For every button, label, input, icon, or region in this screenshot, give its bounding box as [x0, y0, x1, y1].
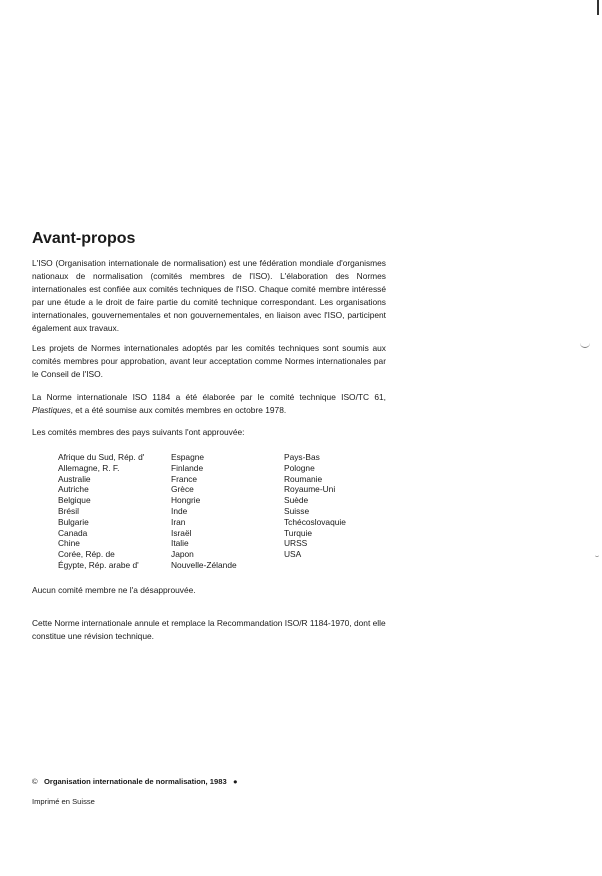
country: Australie: [58, 473, 91, 484]
country-column-2: [171, 452, 237, 571]
country: Pays-Bas: [284, 452, 320, 462]
country: Royaume-Uni: [284, 484, 336, 495]
country: Espagne: [171, 452, 205, 462]
paragraph-intro: L'ISO (Organisation internationale de normalisation) est une fédération mondiale d'organismes nationaux de normalisation (comités membres de l'ISO). L'élaboration des Normes internationales est confiée aux comités techniques de l'ISO. Chaque comité membre intéressé par une étude a le droit de faire partie du comité technique correspondant. Les organisations internationales, gouvernementales et non gouvernementales, en liaison avec l'ISO, participent également aux travaux.: [32, 258, 386, 333]
paragraph-approved: Les comités membres des pays suivants l'ont approuvée:: [32, 427, 245, 437]
page-title: Avant-propos: [32, 230, 136, 247]
country: Canada: [58, 527, 88, 538]
text: La Norme internationale ISO 1184 a été élaborée par le comité technique ISO/TC 61,: [32, 392, 386, 402]
text: , et a été soumise aux comités membres en octobre 1978.: [70, 405, 287, 415]
country: Finlande: [171, 462, 204, 473]
copyright-icon: ©: [32, 777, 38, 786]
country: Allemagne, R. F.: [58, 462, 120, 473]
country: Nouvelle-Zélande: [171, 559, 237, 570]
country: Bulgarie: [58, 516, 89, 527]
country: Corée, Rép. de: [58, 549, 115, 560]
paragraph-replaces: Cette Norme internationale annule et remplace la Recommandation ISO/R 1184-1970, dont elle constitue une révision technique.: [32, 618, 386, 641]
country: Italie: [171, 538, 189, 549]
country: Suisse: [284, 505, 310, 516]
page-edge-mark: [597, 0, 599, 15]
country: Brésil: [58, 505, 79, 516]
copyright-line: [32, 777, 238, 786]
country: Belgique: [58, 495, 91, 506]
country: Afrique du Sud, Rép. d': [58, 452, 145, 462]
margin-mark: [580, 342, 590, 348]
country-column-3: [284, 452, 346, 560]
country: Pologne: [284, 462, 315, 473]
country: France: [171, 473, 198, 484]
country-column-1: [58, 452, 144, 571]
country: Autriche: [58, 484, 89, 495]
paragraph-iso1184: [32, 391, 386, 417]
country: Chine: [58, 538, 80, 549]
country: Hongrie: [171, 495, 201, 506]
country: Turquie: [284, 527, 313, 538]
margin-mark: [595, 553, 599, 557]
bullet-icon: ●: [233, 777, 238, 786]
committee-name: Plastiques: [32, 405, 71, 415]
printed-in: Imprimé en Suisse: [32, 797, 95, 806]
country: Iran: [171, 516, 186, 527]
country: Japon: [171, 549, 194, 560]
country: Roumanie: [284, 473, 323, 484]
country: Grèce: [171, 484, 194, 495]
country: Suède: [284, 495, 309, 506]
country: USA: [284, 549, 302, 560]
copyright-organisation: Organisation internationale de normalisation, 1983: [43, 777, 227, 786]
country: Égypte, Rép. arabe d': [58, 559, 139, 570]
country: Israël: [171, 527, 192, 538]
country: Tchécoslovaquie: [284, 516, 346, 527]
country: Inde: [171, 505, 188, 516]
paragraph-disapproval: Aucun comité membre ne l'a désapprouvée.: [32, 585, 196, 595]
paragraph-projects: Les projets de Normes internationales adoptés par les comités techniques sont soumis aux comités membres pour approbation, avant leur acceptation comme Normes internationales par le Conseil de l'ISO.: [32, 343, 386, 379]
country: URSS: [284, 538, 308, 549]
